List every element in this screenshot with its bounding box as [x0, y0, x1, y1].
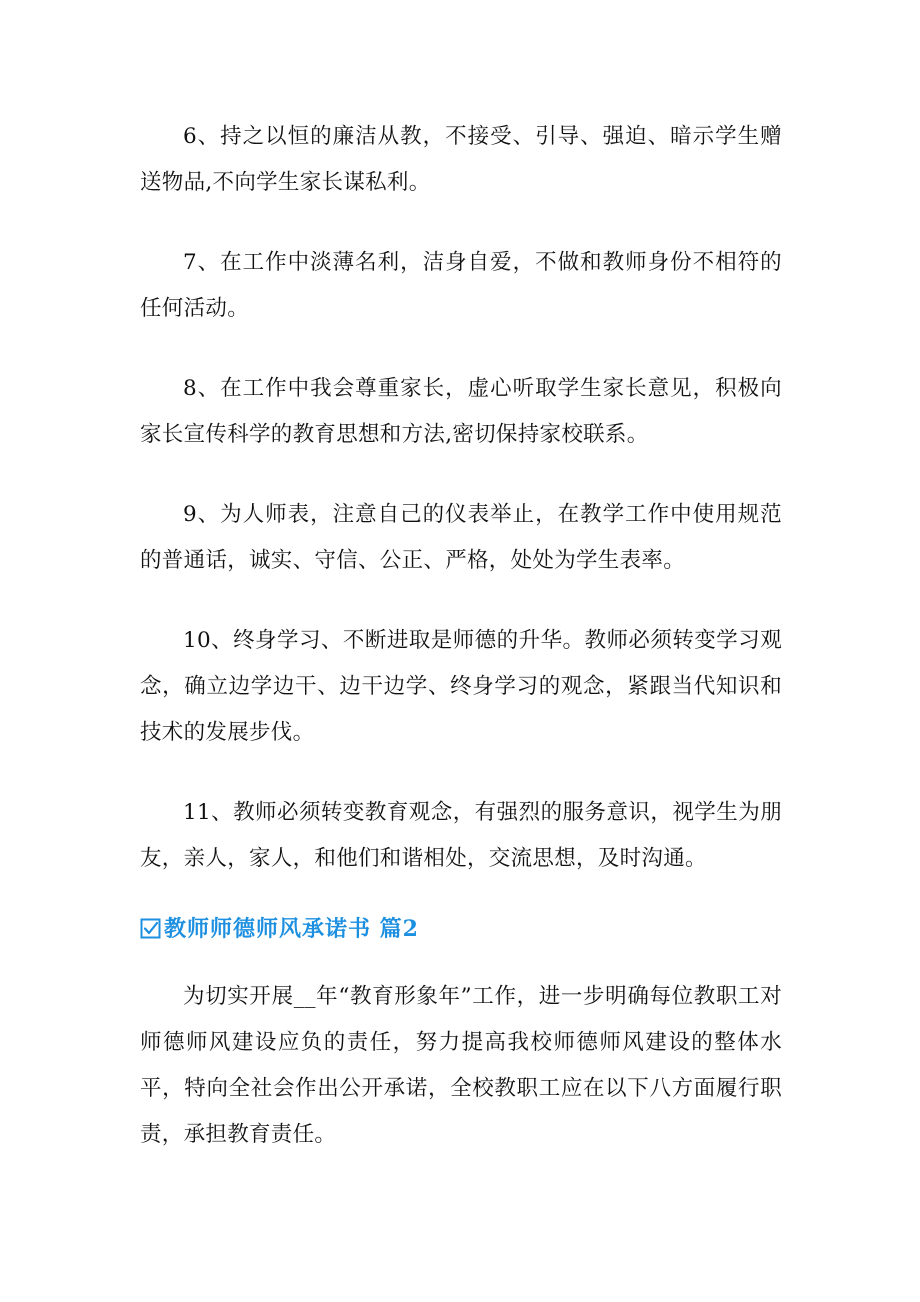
paragraph-intro: 为切实开展__年“教育形象年”工作，进一步明确每位教职工对师德师风建设应负的责任，努力提高我校师德师风建设的整体水平，特向全社会作出公开承诺，全校教职工应在以下八方面履行职责，承担教育责任。	[140, 984, 782, 1147]
paragraph-item-6: 6、持之以恒的廉洁从教，不接受、引导、强迫、暗示学生赠送物品,不向学生家长谋私利。	[140, 124, 782, 195]
paragraph-item-8: 8、在工作中我会尊重家长，虚心听取学生家长意见，积极向家长宣传科学的教育思想和方法,密切保持家校联系。	[140, 376, 782, 447]
paragraph-item-9: 9、为人师表，注意自己的仪表举止，在教学工作中使用规范的普通话，诚实、守信、公正、严格，处处为学生表率。	[140, 502, 782, 573]
paragraph-item-11: 11、教师必须转变教育观念，有强烈的服务意识，视学生为朋友，亲人，家人，和他们和谐相处，交流思想，及时沟通。	[140, 800, 782, 871]
checkbox-icon	[140, 906, 162, 952]
document-body	[140, 114, 782, 1192]
section-heading-title: 教师师德师风承诺书 篇2	[164, 916, 419, 942]
section-heading	[140, 906, 782, 952]
paragraph-item-7: 7、在工作中淡薄名利，洁身自爱，不做和教师身份不相符的任何活动。	[140, 250, 782, 321]
paragraph-item-10: 10、终身学习、不断进取是师德的升华。教师必须转变学习观念，确立边学边干、边干边学、终身学习的观念，紧跟当代知识和技术的发展步伐。	[140, 628, 782, 745]
